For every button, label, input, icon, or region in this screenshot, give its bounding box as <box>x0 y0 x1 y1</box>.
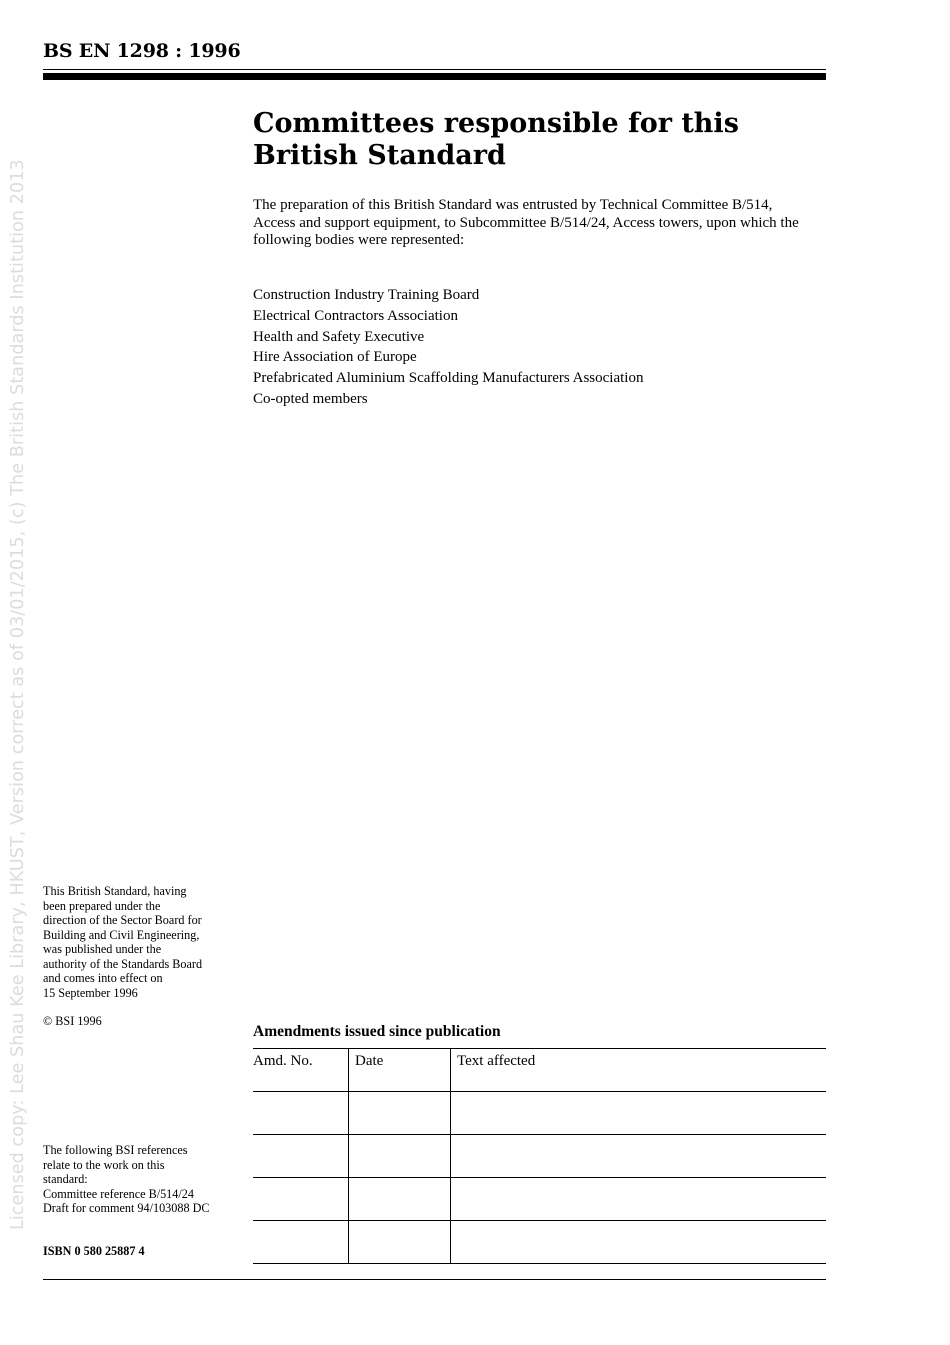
note-line: and comes into effect on <box>43 971 163 985</box>
represented-bodies-list <box>253 285 813 410</box>
amendments-table <box>253 1048 826 1264</box>
title-line-1: Committees responsible for this <box>253 108 739 139</box>
table-cell <box>253 1135 349 1178</box>
note-line: direction of the Sector Board for <box>43 913 202 927</box>
title-line-2: British Standard <box>253 140 506 171</box>
list-item: Construction Industry Training Board <box>253 287 480 303</box>
note-line: Building and Civil Engineering, <box>43 927 200 942</box>
column-header-text-affected: Text affected <box>451 1049 827 1092</box>
column-header-amd-no: Amd. No. <box>253 1049 349 1092</box>
committee-intro: The preparation of this British Standard was entrusted by Technical Committee B/514, Access and support equipment, to Subcommittee B/514/24, Access towers, upon which the following bodies were represented: <box>253 197 799 248</box>
header-rule-thick <box>43 73 826 80</box>
copyright-notice: © BSI 1996 <box>43 1014 102 1028</box>
table-cell <box>349 1092 451 1135</box>
list-item: Hire Association of Europe <box>253 349 417 366</box>
note-line: 15 September 1996 <box>43 985 138 1000</box>
list-item: Health and Safety Executive <box>253 328 425 345</box>
reference-line: standard: <box>43 1172 88 1186</box>
table-cell <box>349 1178 451 1221</box>
table-cell <box>451 1178 827 1221</box>
table-cell <box>349 1221 451 1264</box>
page-title <box>253 108 813 172</box>
list-item: Electrical Contractors Association <box>253 307 458 324</box>
table-cell <box>253 1178 349 1221</box>
table-row <box>253 1092 826 1135</box>
table-cell <box>451 1135 827 1178</box>
bsi-references <box>43 1143 243 1216</box>
list-item: Prefabricated Aluminium Scaffolding Manufacturers Association <box>253 370 644 387</box>
note-line: was published under the <box>43 942 162 956</box>
standard-code: BS EN 1298 : 1996 <box>43 40 241 62</box>
publication-note <box>43 884 243 1000</box>
table-cell <box>451 1221 827 1264</box>
table-row <box>253 1135 826 1178</box>
table-header-row <box>253 1049 826 1092</box>
amendments-heading: Amendments issued since publication <box>253 1023 501 1040</box>
reference-line: relate to the work on this <box>43 1157 165 1172</box>
note-line: authority of the Standards Board <box>43 956 203 971</box>
table-cell <box>451 1092 827 1135</box>
note-line: This British Standard, having <box>43 884 187 898</box>
reference-line: Committee reference B/514/24 <box>43 1186 194 1201</box>
table-row <box>253 1178 826 1221</box>
list-item: Co-opted members <box>253 390 368 407</box>
table-cell <box>253 1221 349 1264</box>
footer-rule <box>43 1279 826 1280</box>
reference-line: The following BSI references <box>43 1143 188 1157</box>
column-header-date: Date <box>349 1049 451 1092</box>
table-cell <box>349 1135 451 1178</box>
header-rule-thin <box>43 69 826 70</box>
note-line: been prepared under the <box>43 898 161 913</box>
reference-line: Draft for comment 94/103088 DC <box>43 1201 210 1215</box>
table-row <box>253 1221 826 1264</box>
watermark-text: Licensed copy: Lee Shau Kee Library, HKUST, Version correct as of 03/01/2015, (c) The British Standards Institution 2013 <box>8 159 28 1230</box>
table-cell <box>253 1092 349 1135</box>
isbn: ISBN 0 580 25887 4 <box>43 1244 145 1258</box>
